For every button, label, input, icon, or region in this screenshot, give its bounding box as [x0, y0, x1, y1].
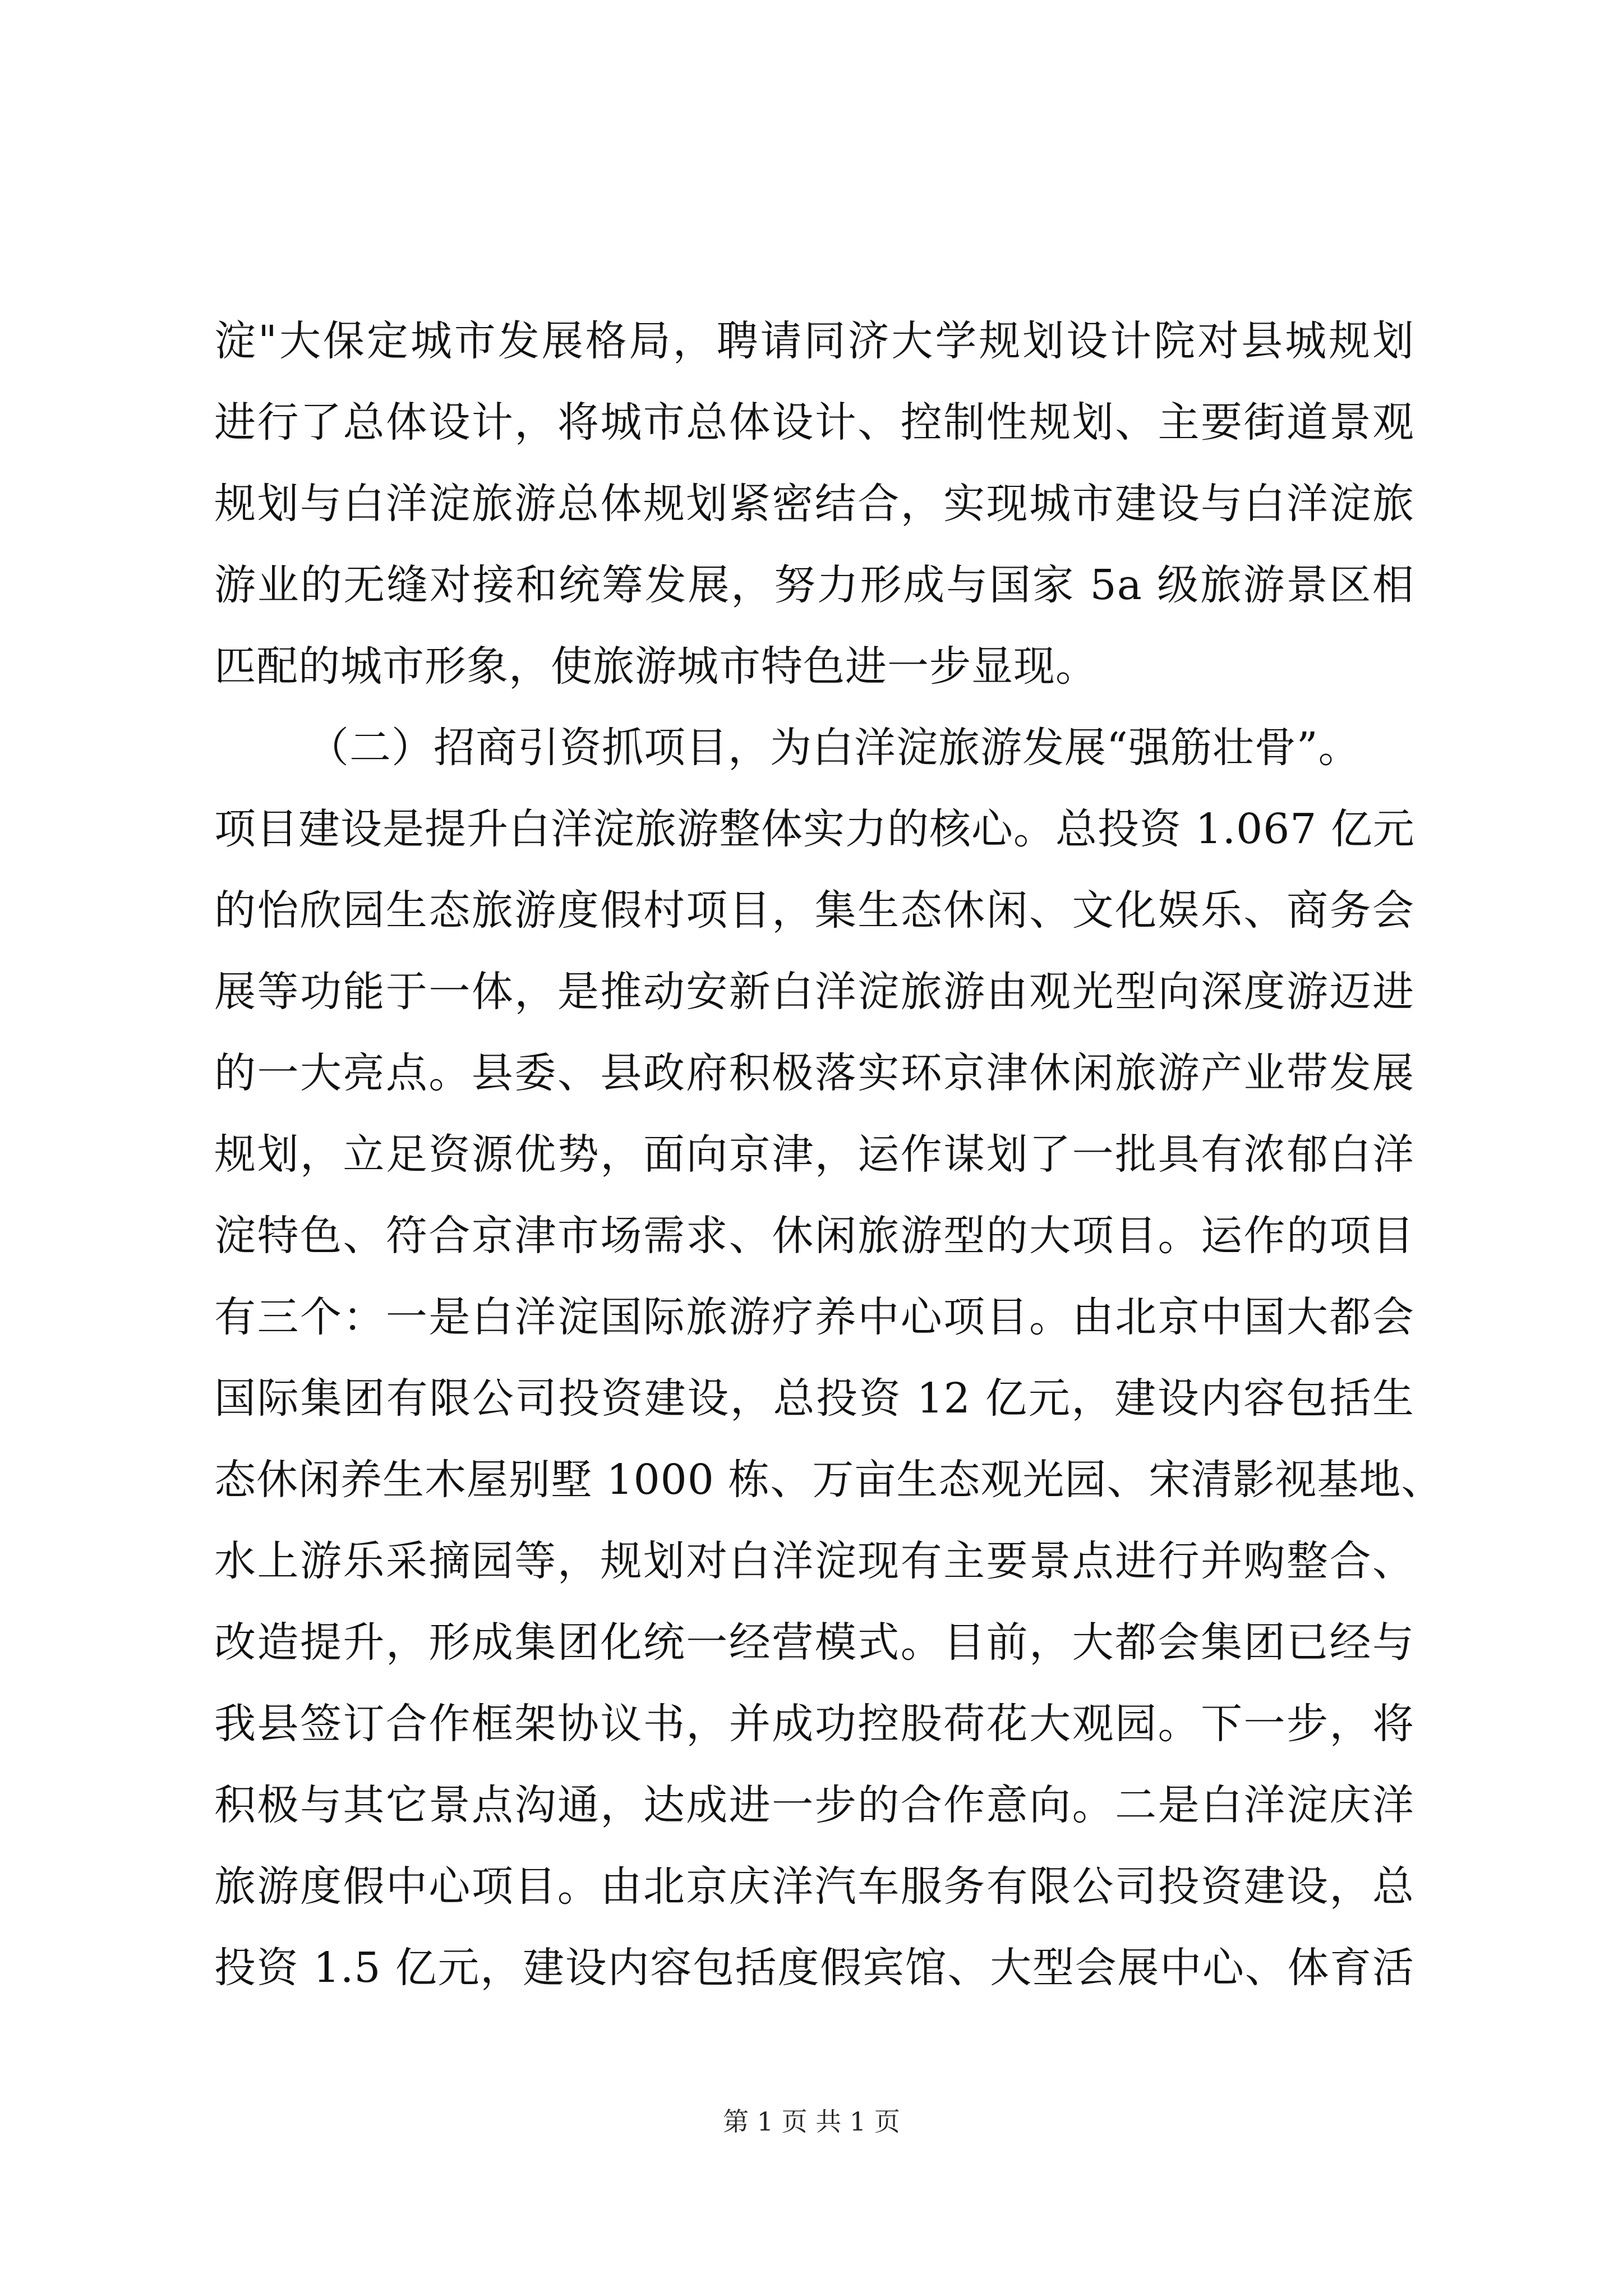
- text-line: 国际集团有限公司投资建设，总投资 12 亿元，建设内容包括生: [214, 1374, 1414, 1423]
- text-line: 改造提升，形成集团化统一经营模式。目前，大都会集团已经与: [214, 1618, 1414, 1667]
- text-line: 匹配的城市形象，使旅游城市特色进一步显现。: [214, 642, 1098, 691]
- text-line: 态休闲养生木屋别墅 1000 栋、万亩生态观光园、宋清影视基地、: [214, 1456, 1444, 1504]
- text-line: 积极与其它景点沟通，达成进一步的合作意向。二是白洋淀庆洋: [214, 1781, 1414, 1829]
- text-line: 项目建设是提升白洋淀旅游整体实力的核心。总投资 1.067 亿元: [214, 805, 1415, 853]
- body-text: [214, 301, 1444, 2009]
- text-line: 投资 1.5 亿元，建设内容包括度假宾馆、大型会展中心、体育活: [214, 1944, 1414, 1992]
- section-heading: （二）招商引资抓项目，为白洋淀旅游发展“强筋壮骨”。: [307, 724, 1361, 772]
- text-line: 淀"大保定城市发展格局，聘请同济大学规划设计院对县城规划: [214, 317, 1414, 365]
- page-number-footer: 第 1 页 共 1 页: [723, 2106, 900, 2137]
- text-line: 规划与白洋淀旅游总体规划紧密结合，实现城市建设与白洋淀旅: [214, 480, 1414, 528]
- text-line: 旅游度假中心项目。由北京庆洋汽车服务有限公司投资建设，总: [214, 1862, 1414, 1911]
- text-line: 我县签订合作框架协议书，并成功控股荷花大观园。下一步，将: [214, 1700, 1414, 1748]
- text-line: 游业的无缝对接和统筹发展，努力形成与国家 5a 级旅游景区相: [214, 561, 1414, 609]
- text-line: 有三个：一是白洋淀国际旅游疗养中心项目。由北京中国大都会: [214, 1293, 1414, 1341]
- text-line: 的一大亮点。县委、县政府积极落实环京津休闲旅游产业带发展: [214, 1049, 1414, 1097]
- text-line: 淀特色、符合京津市场需求、休闲旅游型的大项目。运作的项目: [214, 1212, 1414, 1260]
- text-line: 展等功能于一体，是推动安新白洋淀旅游由观光型向深度游迈进: [214, 968, 1414, 1016]
- text-line: 进行了总体设计，将城市总体设计、控制性规划、主要街道景观: [214, 398, 1414, 447]
- text-line: 的怡欣园生态旅游度假村项目，集生态休闲、文化娱乐、商务会: [214, 886, 1414, 935]
- text-line: 规划，立足资源优势，面向京津，运作谋划了一批具有浓郁白洋: [214, 1130, 1414, 1179]
- text-line: 水上游乐采摘园等，规划对白洋淀现有主要景点进行并购整合、: [214, 1537, 1414, 1585]
